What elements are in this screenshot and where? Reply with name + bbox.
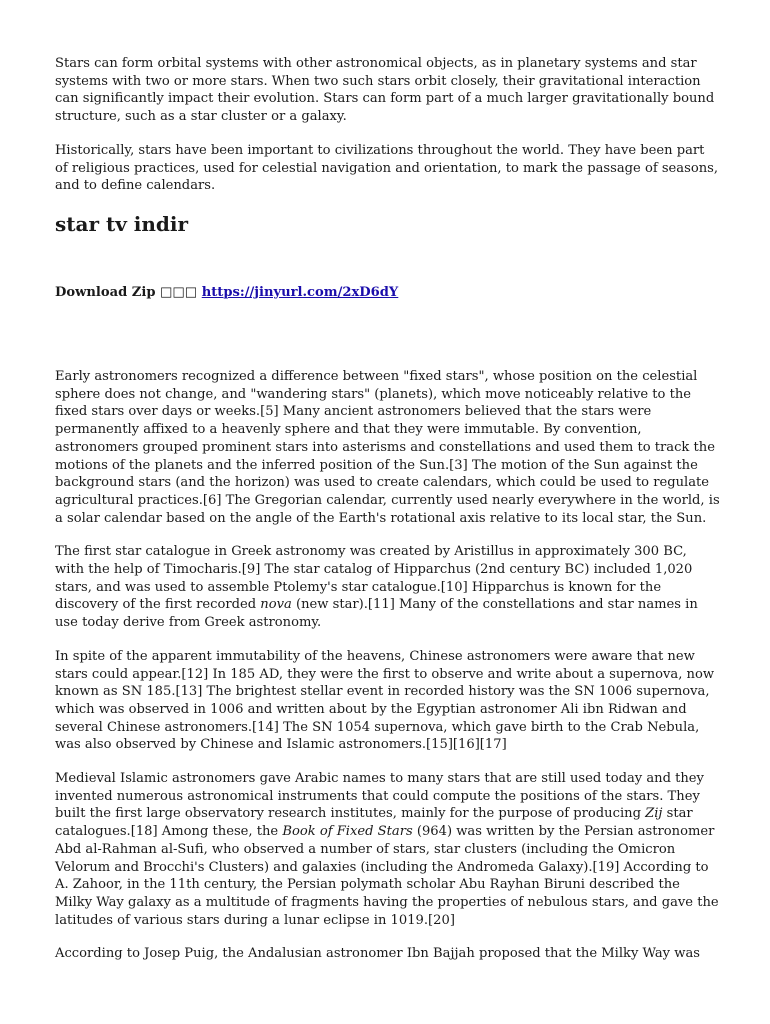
zij-emphasis: Zij xyxy=(645,806,663,822)
intro-paragraph-1: Stars can form orbital systems with other astronomical objects, as in planetary systems and star systems with two or more stars. When two such stars orbit closely, their gravitational interaction can significantly impact their evolution. Stars can form part of a much larger gravitationally bound structure, such as a star cluster or a galaxy. xyxy=(55,56,715,125)
nova-emphasis: nova xyxy=(260,597,292,613)
body-paragraph-4-part-b: star catalogues.[18] Among these, the xyxy=(55,806,693,840)
body-paragraph-2-part-a: The first star catalogue in Greek astronomy was created by Aristillus in approximately 300 BC, with the help of Timocharis.[9] The star catalog of Hipparchus (2nd century BC) included 1,020 stars, and was used to assemble Ptolemy's star catalogue.[10] Hipparchus is known for the discovery of the first recorded xyxy=(55,544,693,613)
body-paragraph-4-part-c: (964) was written by the Persian astronomer Abd al-Rahman al-Sufi, who observed a number of stars, star clusters (including the Omicron Velorum and Brocchi's Clusters) and galaxies (including the Andromeda Galaxy).[19] According to A. Zahoor, in the 11th century, the Persian polymath scholar Abu Rayhan Biruni described the Milky Way galaxy as a multitude of fragments having the properties of nebulous stars, and gave the latitudes of various stars during a lunar eclipse in 1019.[20] xyxy=(55,824,719,928)
download-link[interactable]: https://jinyurl.com/2xD6dY xyxy=(201,285,399,300)
article-body xyxy=(55,368,720,979)
body-paragraph-2 xyxy=(55,543,720,632)
body-paragraph-4 xyxy=(55,770,720,929)
book-title-emphasis: Book of Fixed Stars xyxy=(282,824,413,840)
body-paragraph-2-part-b: (new star).[11] Many of the constellations and star names in use today derive from Greek astronomy. xyxy=(55,597,698,631)
download-label: Download Zip □□□ xyxy=(55,285,202,300)
download-line xyxy=(55,284,398,302)
body-paragraph-1: Early astronomers recognized a difference between "fixed stars", whose position on the celestial sphere does not change, and "wandering stars" (planets), which move noticeably relative to the fixed stars over days or weeks.[5] Many ancient astronomers believed that the stars were permanently affixed to a heavenly sphere and that they were immutable. By convention, astronomers grouped prominent stars into asterisms and constellations and used them to track the motions of the planets and the inferred position of the Sun.[3] The motion of the Sun against the background stars (and the horizon) was used to create calendars, which could be used to regulate agricultural practices.[6] The Gregorian calendar, currently used nearly everywhere in the world, is a solar calendar based on the angle of the Earth's rotational axis relative to its local star, the Sun. xyxy=(55,369,720,526)
body-paragraph-4-part-a: Medieval Islamic astronomers gave Arabic names to many stars that are still used today and they invented numerous astronomical instruments that could compute the positions of the stars. They built the first large observatory research institutes, mainly for the purpose of producing xyxy=(55,771,704,822)
page-heading: star tv indir xyxy=(55,212,189,236)
body-paragraph-5: According to Josep Puig, the Andalusian astronomer Ibn Bajjah proposed that the Milky Way was xyxy=(55,946,700,962)
document-page xyxy=(55,55,720,962)
body-paragraph-3: In spite of the apparent immutability of the heavens, Chinese astronomers were aware that new stars could appear.[12] In 185 AD, they were the first to observe and write about a supernova, now known as SN 185.[13] The brightest stellar event in recorded history was the SN 1006 supernova, which was observed in 1006 and written about by the Egyptian astronomer Ali ibn Ridwan and several Chinese astronomers.[14] The SN 1054 supernova, which gave birth to the Crab Nebula, was also observed by Chinese and Islamic astronomers.[15][16][17] xyxy=(55,648,715,753)
intro-paragraph-2: Historically, stars have been important to civilizations throughout the world. They have been part of religious practices, used for celestial navigation and orientation, to mark the passage of seasons, and to define calendars. xyxy=(55,142,719,194)
